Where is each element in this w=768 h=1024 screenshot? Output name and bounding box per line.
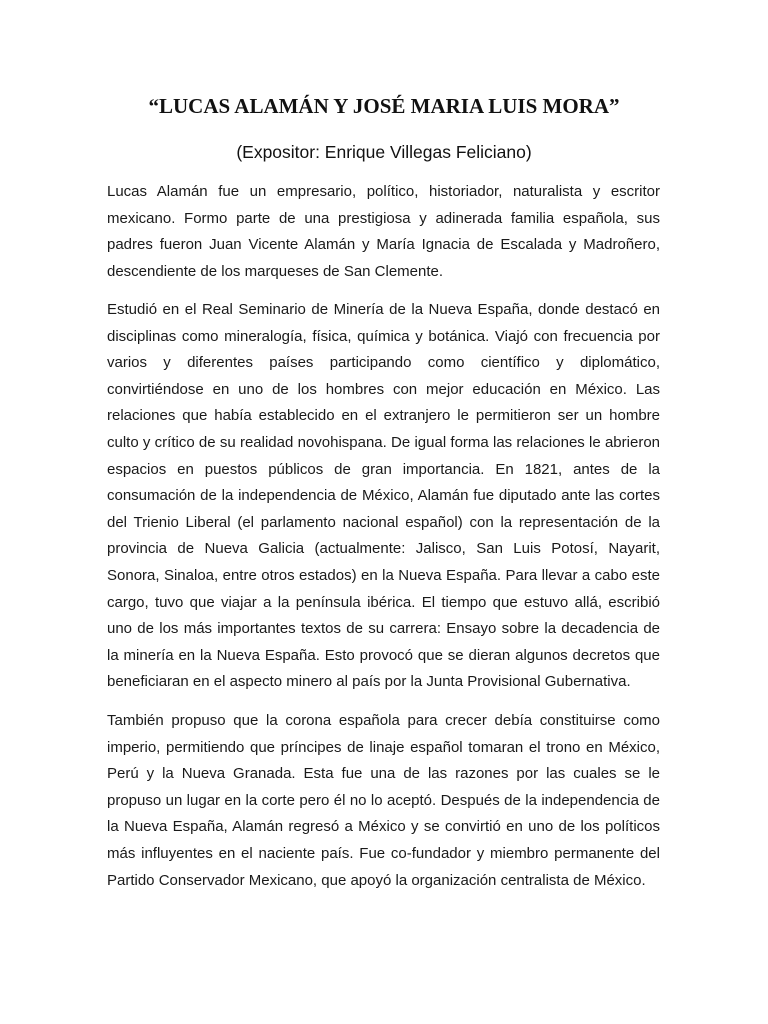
- paragraph-1: Lucas Alamán fue un empresario, político, historiador, naturalista y escritor mexicano. Formo parte de una prestigiosa y adinerada familia española, sus padres fueron Juan Vicente Alamán y María Ignacia de Escalada y Madroñero, descendiente de los marqueses de San Clemente.: [107, 183, 660, 280]
- paragraph-2: Estudió en el Real Seminario de Minería de la Nueva España, donde destacó en disciplinas como mineralogía, física, química y botánica. Viajó con frecuencia por varios y diferentes países participando como científico y diplomático, convirtiéndose en uno de los hombres con mejor educación en México. Las relaciones que había establecido en el extranjero le permitieron ser un hombre culto y crítico de su realidad novohispana. De igual forma las relaciones le abrieron espacios en puestos públicos de gran importancia. En 1821, antes de la consumación de la independencia de México, Alamán fue diputado ante las cortes del Trienio Liberal (el parlamento nacional español) con la representación de la provincia de Nueva Galicia (actualmente: Jalisco, San Luis Potosí, Nayarit, Sonora, Sinaloa, entre otros estados) en la Nueva España. Para llevar a cabo este cargo, tuvo que viajar a la península ibérica. El tiempo que estuvo allá, escribió uno de los más importantes textos de su carrera: Ensayo sobre la decadencia de la minería en la Nueva España. Esto provocó que se dieran algunos decretos que beneficiaran en el aspecto minero al país por la Junta Provisional Gubernativa.: [107, 301, 660, 691]
- document-title: “LUCAS ALAMÁN Y JOSÉ MARIA LUIS MORA”: [148, 94, 620, 118]
- document-subtitle: (Expositor: Enrique Villegas Feliciano): [236, 142, 532, 162]
- paragraph-3: También propuso que la corona española para crecer debía constituirse como imperio, permitiendo que príncipes de linaje español tomaran el trono en México, Perú y la Nueva Granada. Esta fue una de las razones por las cuales se le propuso un lugar en la corte pero él no lo aceptó. Después de la independencia de la Nueva España, Alamán regresó a México y se convirtió en uno de los políticos más influyentes en el naciente país. Fue co-fundador y miembro permanente del Partido Conservador Mexicano, que apoyó la organización centralista de México.: [107, 712, 660, 889]
